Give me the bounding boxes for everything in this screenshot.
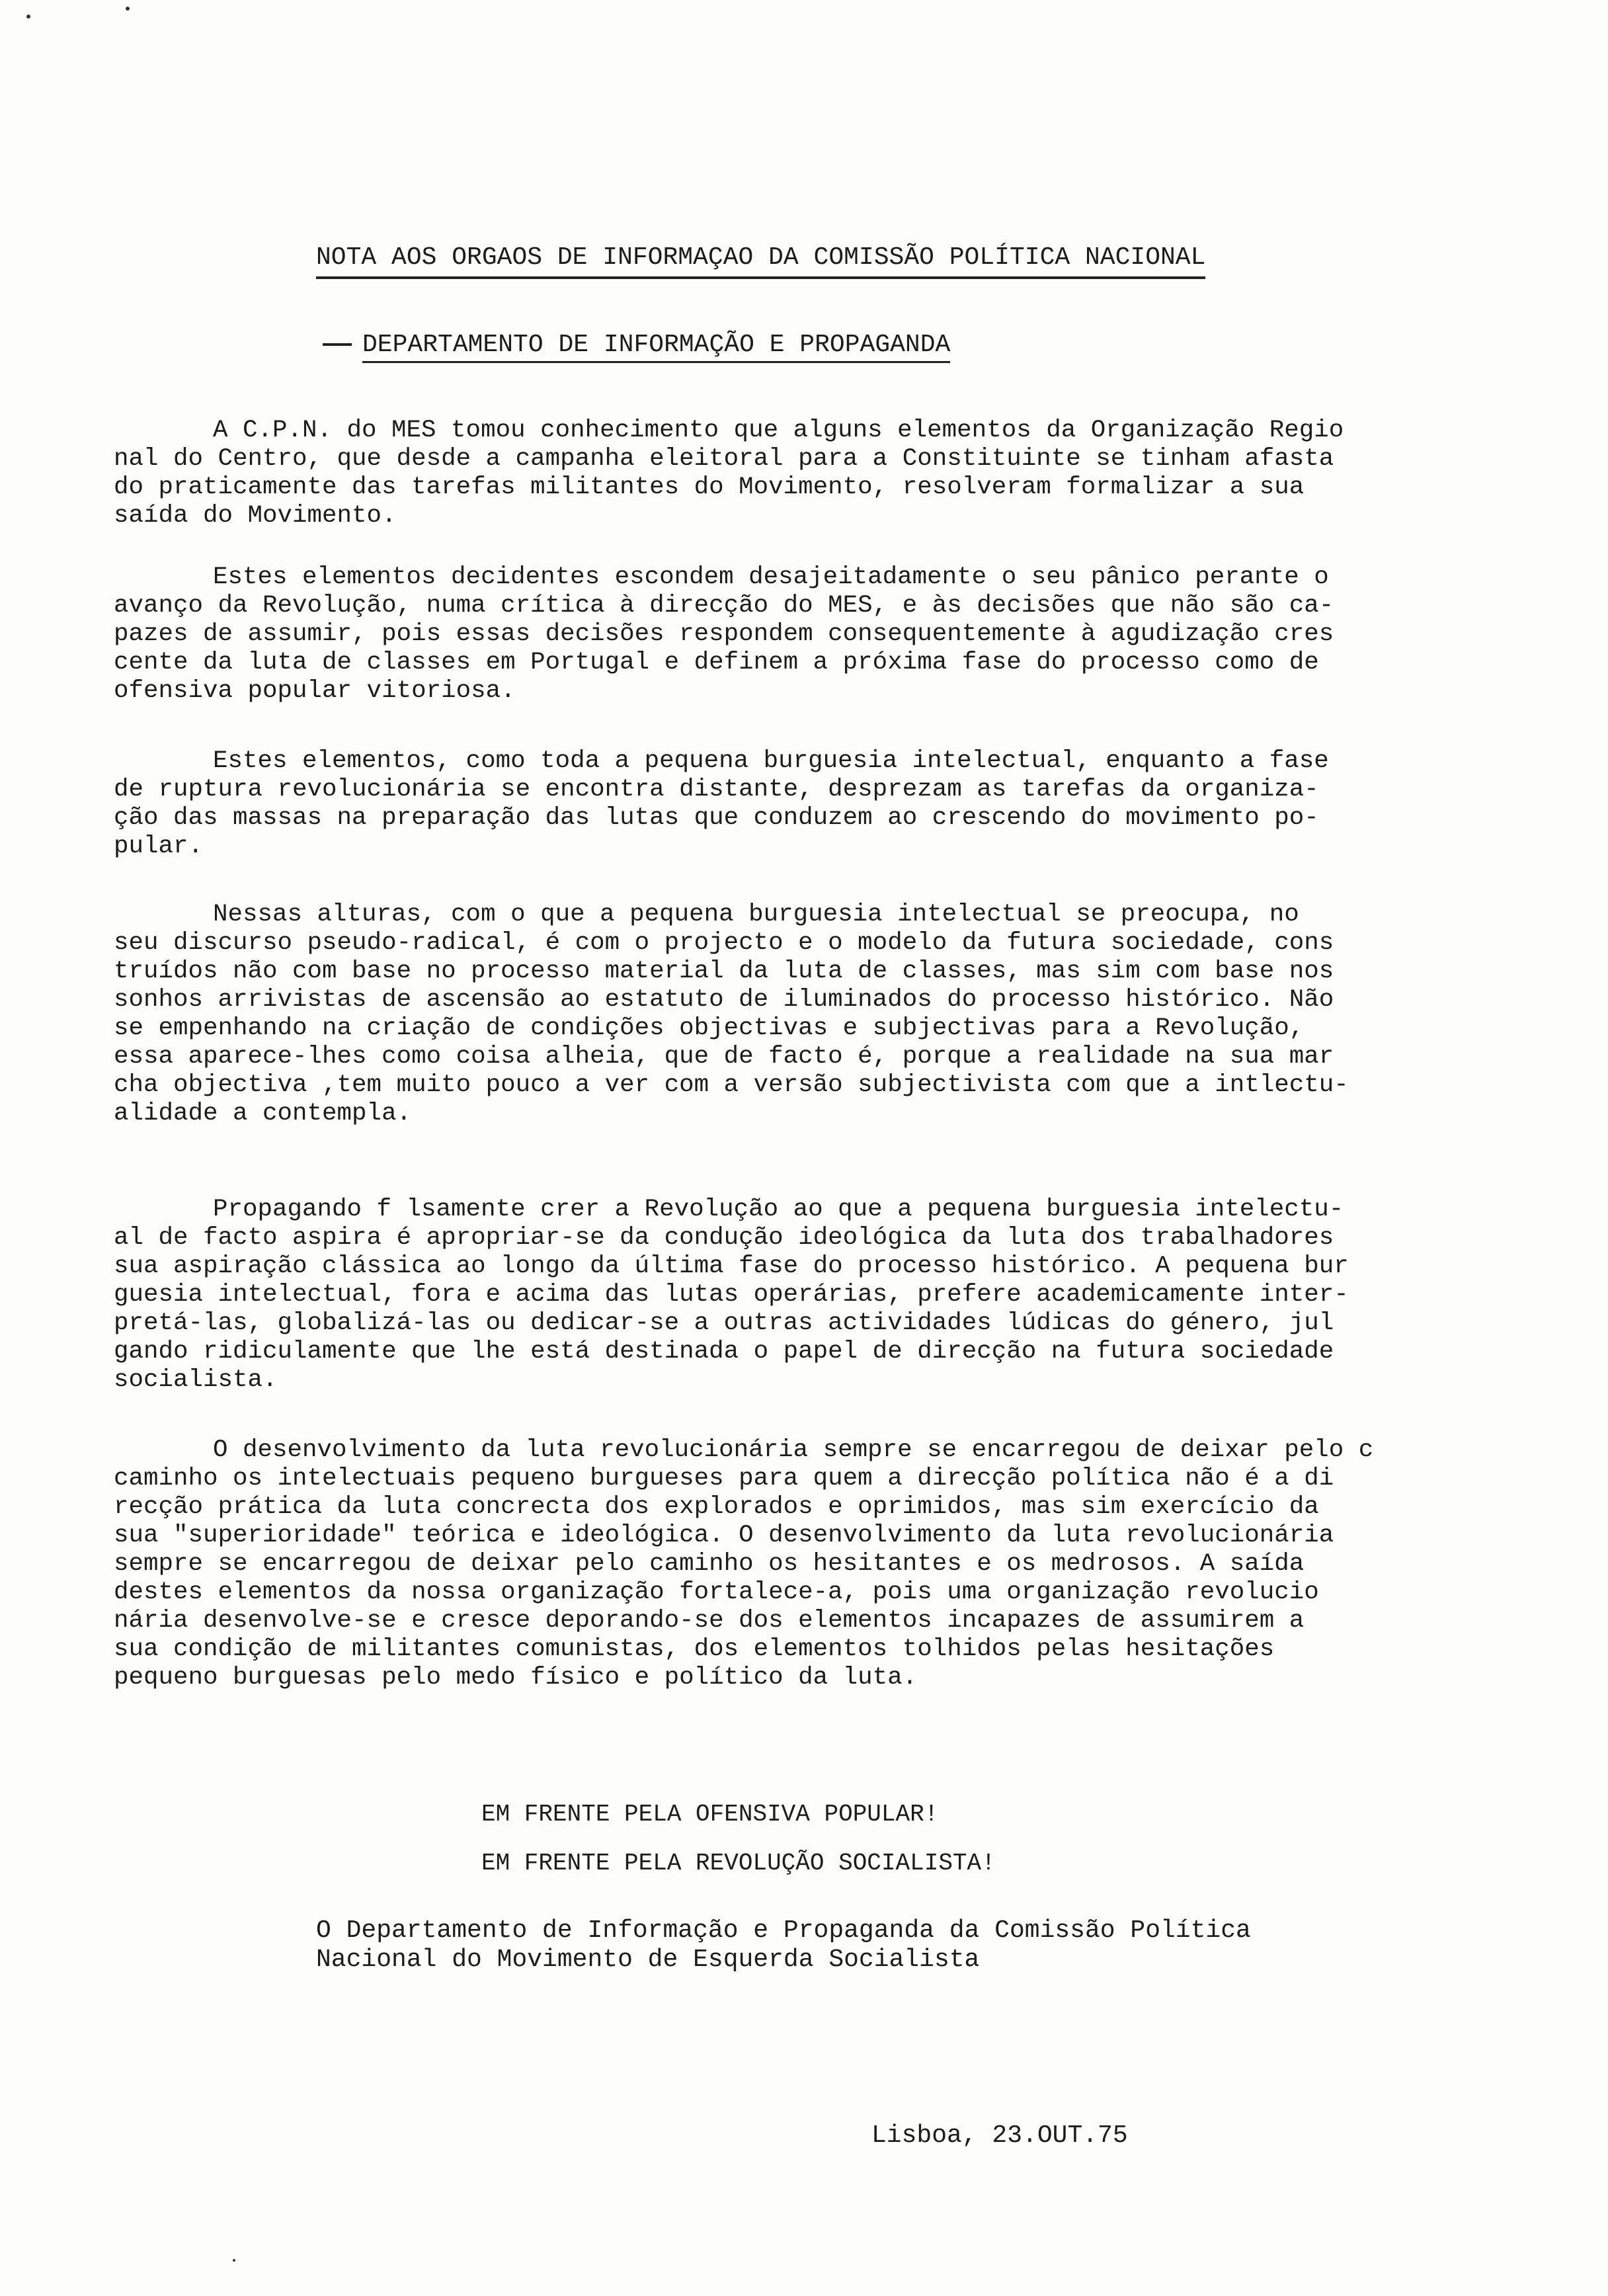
signature-line: Nacional do Movimento de Esquerda Socialista: [316, 1946, 980, 1974]
text-line: recção prática da luta concrecta dos explorados e oprimidos, mas sim exercício da: [114, 1493, 1319, 1521]
text-line: Nessas alturas, com o que a pequena burguesia intelectual se preocupa, no: [213, 901, 1299, 928]
text-line: do praticamente das tarefas militantes do Movimento, resolveram formalizar a sua: [114, 473, 1305, 501]
paragraph-2: [114, 563, 1476, 706]
text-line: pretá-las, globalizá-las ou dedicar-se a outras actividades lúdicas do género, jul: [114, 1309, 1334, 1337]
text-line: sua condição de militantes comunistas, dos elementos tolhidos pelas hesitações: [114, 1635, 1275, 1663]
dateline: Lisboa, 23.OUT.75: [871, 2121, 1128, 2150]
slogan-offensive: EM FRENTE PELA OFENSIVA POPULAR!: [481, 1801, 939, 1828]
text-line: sua aspiração clássica ao longo da última fase do processo histórico. A pequena bur: [114, 1252, 1349, 1280]
text-line: se empenhando na criação de condições objectivas e subjectivas para a Revolução,: [114, 1014, 1305, 1042]
paragraph-5: [114, 1196, 1476, 1395]
text-line: caminho os intelectuais pequeno burgueses para quem a direcção política não é a di: [114, 1465, 1334, 1493]
text-line: pequeno burguesas pelo medo físico e político da luta.: [114, 1664, 918, 1692]
text-line: ção das massas na preparação das lutas que conduzem ao crescendo do movimento po-: [114, 804, 1319, 832]
text-line: A C.P.N. do MES tomou conhecimento que alguns elementos da Organização Regio: [213, 417, 1344, 444]
text-line: essa aparece-lhes como coisa alheia, que de facto é, porque a realidade na sua mar: [114, 1043, 1334, 1071]
signature-block: [316, 1916, 1251, 1975]
text-line: O desenvolvimento da luta revolucionária sempre se encarregou de deixar pelo c: [213, 1436, 1374, 1464]
text-line: sempre se encarregou de deixar pelo caminho os hesitantes e os medrosos. A saída: [114, 1550, 1305, 1578]
text-line: socialista.: [114, 1366, 278, 1394]
text-line: cha objectiva ,tem muito pouco a ver com a versão subjectivista com que a intlectu-: [114, 1071, 1349, 1099]
text-line: Propagando f lsamente crer a Revolução ao que a pequena burguesia intelectu-: [213, 1196, 1344, 1223]
text-line: alidade a contempla.: [114, 1100, 412, 1128]
text-line: ofensiva popular vitoriosa.: [114, 677, 516, 705]
slogan-revolution: EM FRENTE PELA REVOLUÇÃO SOCIALISTA!: [481, 1850, 996, 1877]
signature-line: O Departamento de Informação e Propaganda da Comissão Política: [316, 1916, 1251, 1945]
text-line: saída do Movimento.: [114, 502, 397, 530]
text-line: sonhos arrivistas de ascensão ao estatuto de iluminados do processo histórico. Não: [114, 986, 1334, 1014]
text-line: gando ridiculamente que lhe está destinada o papel de direcção na futura sociedade: [114, 1338, 1334, 1366]
text-line: al de facto aspira é apropriar-se da condução ideológica da luta dos trabalhadores: [114, 1224, 1334, 1252]
paragraph-4: [114, 901, 1476, 1128]
text-line: Estes elementos decidentes escondem desajeitadamente o seu pânico perante o: [213, 563, 1329, 591]
document-subtitle: [323, 331, 950, 360]
scan-speck: [126, 7, 130, 11]
text-line: pazes de assumir, pois essas decisões respondem consequentemente à agudização cres: [114, 620, 1334, 648]
text-line: pular.: [114, 833, 204, 860]
text-line: de ruptura revolucionária se encontra distante, desprezam as tarefas da organiza-: [114, 776, 1319, 803]
text-line: cente da luta de classes em Portugal e definem a próxima fase do processo como de: [114, 649, 1319, 676]
document-title: [316, 243, 1321, 279]
text-line: truídos não com base no processo material da luta de classes, mas sim com base nos: [114, 958, 1334, 985]
text-line: Estes elementos, como toda a pequena burguesia intelectual, enquanto a fase: [213, 747, 1329, 775]
text-line: nal do Centro, que desde a campanha eleitoral para a Constituinte se tinham afasta: [114, 445, 1334, 473]
text-line: seu discurso pseudo-radical, é com o projecto e o modelo da futura sociedade, cons: [114, 929, 1334, 957]
text-line: nária desenvolve-se e cresce deporando-se dos elementos incapazes de assumirem a: [114, 1607, 1305, 1635]
text-line: sua "superioridade" teórica e ideológica. O desenvolvimento da luta revolucionária: [114, 1522, 1334, 1549]
text-line: destes elementos da nossa organização fortalece-a, pois uma organização revolucio: [114, 1578, 1319, 1606]
dash-mark: [323, 343, 352, 346]
paragraph-3: [114, 747, 1476, 861]
text-line: avanço da Revolução, numa crítica à direcção do MES, e às decisões que não são ca-: [114, 592, 1334, 620]
title-text: NOTA AOS ORGAOS DE INFORMAÇAO DA COMISSÃO POLÍTICA NACIONAL: [316, 243, 1205, 279]
paragraph-6: [114, 1436, 1476, 1692]
subtitle-text: DEPARTAMENTO DE INFORMAÇÃO E PROPAGANDA: [362, 331, 950, 363]
paragraph-1: [114, 417, 1476, 530]
scan-speck: [26, 15, 30, 19]
scan-speck: [233, 2259, 235, 2262]
text-line: guesia intelectual, fora e acima das lutas operárias, prefere academicamente inter-: [114, 1281, 1349, 1309]
